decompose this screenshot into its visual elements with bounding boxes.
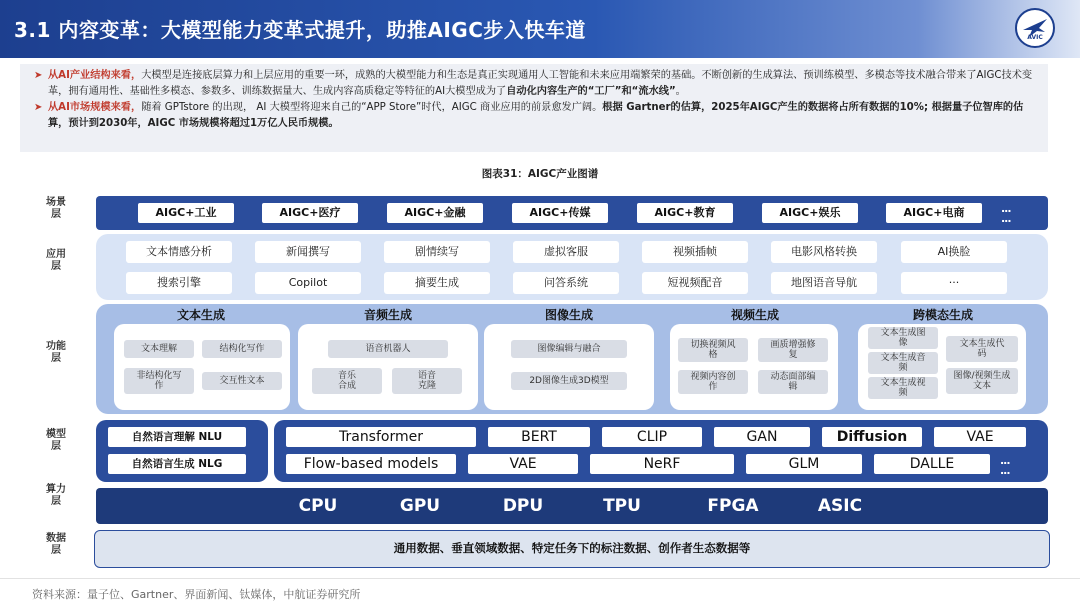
model-item: GLM	[746, 454, 862, 474]
bullet-2-lead: 从AI市场规模来看，	[48, 102, 142, 113]
scene-ellipsis: ...	[1001, 212, 1011, 225]
compute-item: DPU	[502, 496, 544, 516]
app-item: 地图语音导航	[771, 272, 877, 294]
func-group-audio	[298, 324, 478, 410]
scene-item: AIGC+传媒	[512, 203, 608, 223]
app-item: 新闻撰写	[255, 241, 361, 263]
model-ellipsis: ...	[1000, 464, 1010, 477]
layer-label-compute: 算力层	[46, 484, 66, 507]
app-item: 剧情续写	[384, 241, 490, 263]
bullet-1-end: 。	[675, 86, 686, 97]
model-item: CLIP	[602, 427, 702, 447]
page-title: 3.1 内容变革：大模型能力变革式提升，助推AIGC步入快车道	[14, 18, 586, 42]
model-layer-left	[96, 420, 268, 482]
func-item: 文本生成图像	[868, 327, 938, 349]
func-group-text	[114, 324, 290, 410]
func-item: 文本生成音频	[868, 352, 938, 374]
header-bar	[0, 0, 1080, 58]
layer-label-scene: 场景层	[46, 197, 66, 220]
func-item: 图像/视频生成文本	[946, 368, 1018, 394]
model-item: BERT	[488, 427, 590, 447]
func-item: 图像编辑与融合	[511, 340, 627, 358]
func-group-title: 视频生成	[730, 308, 779, 322]
app-item: 电影风格转换	[771, 241, 877, 263]
compute-item: FPGA	[707, 496, 759, 516]
compute-item: TPU	[603, 496, 641, 516]
function-layer	[96, 304, 1048, 414]
app-item: 虚拟客服	[513, 241, 619, 263]
scene-item: AIGC+教育	[637, 203, 733, 223]
func-item: 语音机器人	[328, 340, 448, 358]
layer-label-func: 功能层	[46, 341, 66, 364]
layer-label-app: 应用层	[46, 249, 66, 272]
model-ellipsis: ...	[1000, 454, 1010, 467]
app-item: 搜索引擎	[126, 272, 232, 294]
compute-layer	[96, 488, 1048, 524]
summary-bullet-1	[34, 68, 1038, 100]
layer-label-data: 数据层	[46, 533, 66, 556]
app-item: 视频插帧	[642, 241, 748, 263]
compute-item: ASIC	[817, 496, 863, 516]
app-ellipsis: ...	[901, 272, 1007, 294]
bullet-1-text: 大模型是连接底层算力和上层应用的重要一环，成熟的大模型能力和生态是真正实现通用人工智能和未来应用端繁荣的基础。不断创新的生成算法、预训练模型、多模态等技术融合带来了AIGC技术变革，拥有通用性、基础性多模态、参数多、训练数据量大、生成内容高质稳定等特征的AI大模型成为了	[48, 70, 1033, 97]
scene-item: AIGC+医疗	[262, 203, 358, 223]
func-item: 音乐合成	[312, 368, 382, 394]
model-layer-right	[274, 420, 1048, 482]
func-item: 视频内容创作	[678, 370, 748, 394]
func-group-image	[484, 324, 654, 410]
model-item: VAE	[934, 427, 1026, 447]
model-item: GAN	[714, 427, 810, 447]
model-nlu: 自然语言理解 NLU	[108, 427, 246, 447]
model-item: NeRF	[590, 454, 734, 474]
data-layer: 通用数据、垂直领域数据、特定任务下的标注数据、创作者生态数据等	[94, 530, 1050, 568]
app-item: 短视频配音	[642, 272, 748, 294]
func-item: 结构化写作	[202, 340, 282, 358]
model-item: DALLE	[874, 454, 990, 474]
func-group-title: 音频生成	[363, 308, 412, 322]
func-group-video	[670, 324, 838, 410]
app-item: 问答系统	[513, 272, 619, 294]
logo-text: AVIC	[1027, 34, 1043, 41]
compute-item: CPU	[298, 496, 338, 516]
func-group-crossmodal	[858, 324, 1026, 410]
scene-item: AIGC+娱乐	[762, 203, 858, 223]
source-note: 资料来源：量子位、Gartner、界面新闻、钛媒体，中航证券研究所	[32, 588, 361, 601]
func-item: 文本理解	[124, 340, 194, 358]
model-item: Flow-based models	[286, 454, 456, 474]
func-group-title: 文本生成	[176, 308, 225, 322]
func-item: 文本生成视频	[868, 377, 938, 399]
model-item: VAE	[468, 454, 578, 474]
bullet-1-lead: 从AI产业结构来看，	[48, 70, 142, 81]
bullet-2-bold: 根据 Gartner的估算，2025年AIGC产生的数据将占所有数据的10%; 根据量子位智库的估算，预计到2030年，AIGC 市场规模将超过1万亿人民币规模。	[48, 102, 1024, 129]
avic-logo	[1015, 8, 1055, 48]
application-layer	[96, 234, 1048, 300]
func-item: 2D图像生成3D模型	[511, 372, 627, 390]
compute-item: GPU	[399, 496, 441, 516]
scene-ellipsis: ...	[1001, 202, 1011, 215]
func-item: 交互性文本	[202, 372, 282, 390]
figure-title: 图表31：AIGC产业图谱	[481, 168, 599, 180]
func-item: 非结构化写作	[124, 368, 194, 394]
func-item: 动态面部编辑	[758, 370, 828, 394]
bullet-arrow-icon: ➤	[34, 102, 43, 113]
model-nlg: 自然语言生成 NLG	[108, 454, 246, 474]
app-item: AI换脸	[901, 241, 1007, 263]
func-item: 切换视频风格	[678, 338, 748, 362]
func-item: 语音克隆	[392, 368, 462, 394]
func-group-title: 跨模态生成	[912, 308, 973, 322]
scene-layer	[96, 196, 1048, 230]
app-item: 文本情感分析	[126, 241, 232, 263]
scene-item: AIGC+工业	[138, 203, 234, 223]
summary-bullet-2	[34, 100, 1038, 132]
model-item: Diffusion	[822, 427, 922, 447]
bullet-1-bold: 自动化内容生产的“工厂”和“流水线”	[506, 86, 676, 97]
model-item: Transformer	[286, 427, 476, 447]
bullet-arrow-icon: ➤	[34, 70, 43, 81]
app-item: 摘要生成	[384, 272, 490, 294]
footer-divider	[0, 578, 1080, 579]
func-item: 画质增强修复	[758, 338, 828, 362]
bullet-2-text: 随着 GPTstore 的出现， AI 大模型将迎来自己的“APP Store”时代，AIGC 商业应用的前景愈发广阔。	[141, 102, 603, 113]
scene-item: AIGC+电商	[886, 203, 982, 223]
summary-box	[20, 64, 1048, 152]
func-group-title: 图像生成	[544, 308, 593, 322]
app-item: Copilot	[255, 272, 361, 294]
func-item: 文本生成代码	[946, 336, 1018, 362]
layer-label-model: 模型层	[46, 429, 66, 452]
scene-item: AIGC+金融	[387, 203, 483, 223]
